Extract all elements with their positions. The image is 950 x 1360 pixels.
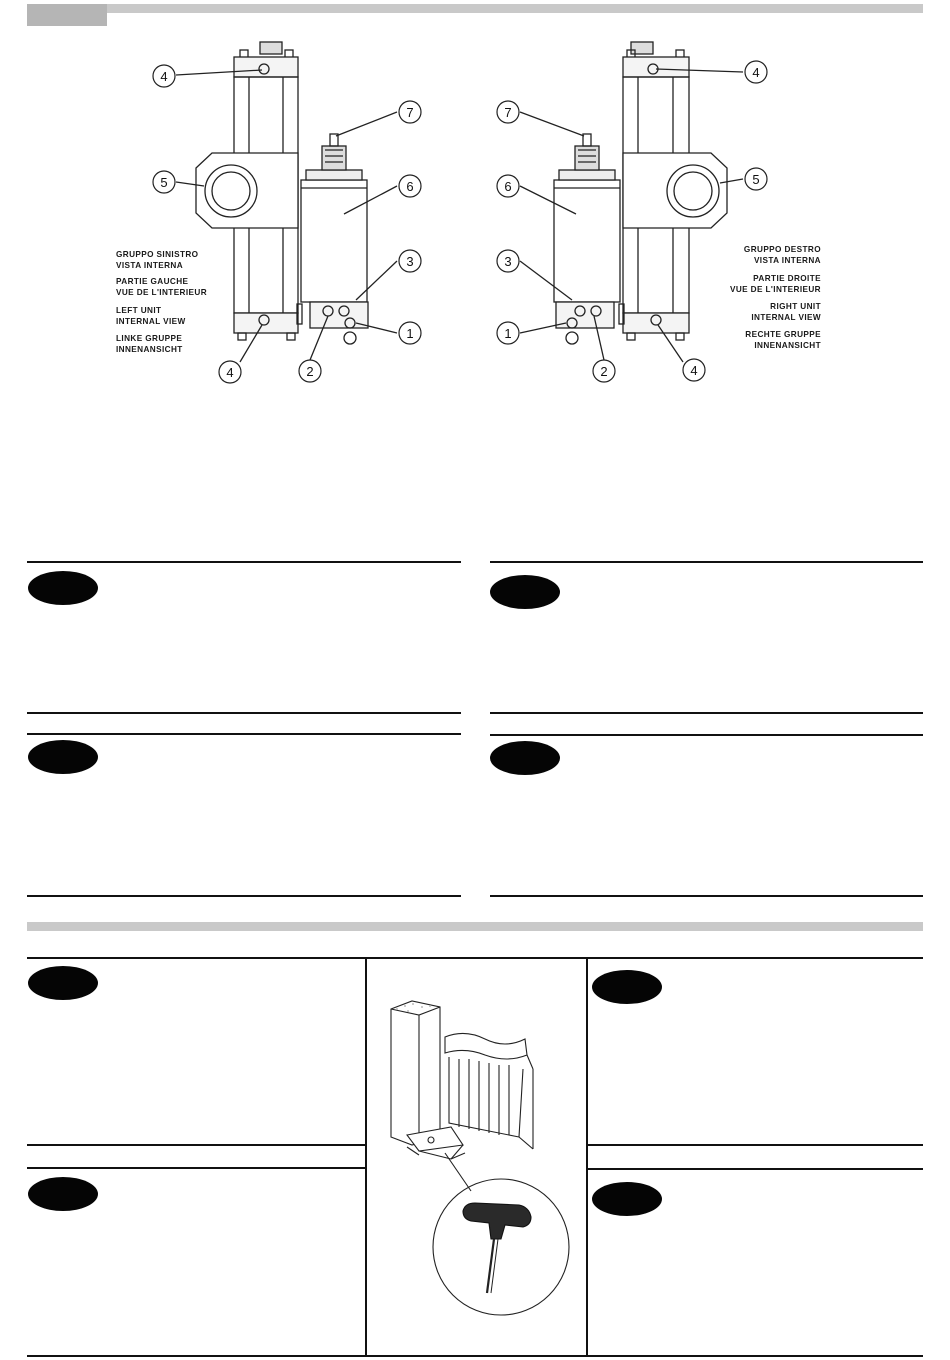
callout-3-right: 3 bbox=[504, 254, 512, 269]
label-fr-left-1: PARTIE GAUCHE bbox=[116, 277, 189, 286]
rule-center-right bbox=[586, 957, 588, 1357]
callout-4-left-top: 4 bbox=[160, 69, 168, 84]
rule-box3-bottom bbox=[27, 895, 461, 897]
callout-4-left-bottom: 4 bbox=[226, 365, 234, 380]
rule-bottom-end bbox=[27, 1355, 923, 1357]
callout-3-left: 3 bbox=[406, 254, 414, 269]
label-de-left-2: INNENANSICHT bbox=[116, 345, 183, 354]
label-fr-right-1: PARTIE DROITE bbox=[753, 274, 821, 283]
gate-tkey-illustration bbox=[367, 959, 585, 1355]
callout-2-right: 2 bbox=[600, 364, 608, 379]
callout-2-left: 2 bbox=[306, 364, 314, 379]
callout-7-right: 7 bbox=[504, 105, 512, 120]
rule-box3-top bbox=[27, 733, 461, 735]
label-fr-right-2: VUE DE L'INTERIEUR bbox=[729, 285, 821, 294]
language-badge-2 bbox=[490, 575, 560, 609]
rule-right-mid-2 bbox=[588, 1168, 923, 1170]
label-it-right-2: VISTA INTERNA bbox=[753, 256, 821, 265]
rule-box1-bottom bbox=[27, 712, 461, 714]
language-badge-4 bbox=[490, 741, 560, 775]
rule-left-mid-2 bbox=[27, 1167, 365, 1169]
rule-right-mid-1 bbox=[588, 1144, 923, 1146]
language-badge-3 bbox=[28, 740, 98, 774]
label-it-left-1: GRUPPO SINISTRO bbox=[116, 250, 199, 259]
left-unit-drawing bbox=[196, 42, 368, 344]
label-en-right-2: INTERNAL VIEW bbox=[751, 313, 821, 322]
label-de-right-1: RECHTE GRUPPE bbox=[745, 330, 821, 339]
language-badge-1 bbox=[28, 571, 98, 605]
callout-5-left: 5 bbox=[160, 175, 168, 190]
callout-1-left: 1 bbox=[406, 326, 414, 341]
label-de-right-2: INNENANSICHT bbox=[754, 341, 821, 350]
language-badge-8 bbox=[592, 1182, 662, 1216]
callout-5-right: 5 bbox=[752, 172, 760, 187]
rule-box4-bottom bbox=[490, 895, 923, 897]
callout-6-left: 6 bbox=[406, 179, 414, 194]
callout-7-left: 7 bbox=[406, 105, 414, 120]
rule-box2-top bbox=[490, 561, 923, 563]
language-badge-7 bbox=[28, 1177, 98, 1211]
label-en-left-1: LEFT UNIT bbox=[116, 306, 162, 315]
label-en-left-2: INTERNAL VIEW bbox=[116, 317, 186, 326]
rule-box1-top bbox=[27, 561, 461, 563]
language-badge-5 bbox=[28, 966, 98, 1000]
callout-4-right-bottom: 4 bbox=[690, 363, 698, 378]
label-it-left-2: VISTA INTERNA bbox=[116, 261, 184, 270]
label-fr-left-2: VUE DE L'INTERIEUR bbox=[116, 288, 208, 297]
section-band bbox=[27, 922, 923, 931]
label-de-left-1: LINKE GRUPPE bbox=[116, 334, 183, 343]
rule-box2-bottom bbox=[490, 712, 923, 714]
callout-1-right: 1 bbox=[504, 326, 512, 341]
callout-6-right: 6 bbox=[504, 179, 512, 194]
rule-left-mid-1 bbox=[27, 1144, 365, 1146]
callout-4-right-top: 4 bbox=[752, 65, 760, 80]
right-unit-drawing bbox=[554, 42, 727, 344]
label-en-right-1: RIGHT UNIT bbox=[770, 302, 821, 311]
language-badge-6 bbox=[592, 970, 662, 1004]
label-it-right-1: GRUPPO DESTRO bbox=[743, 245, 821, 254]
rule-box4-top bbox=[490, 734, 923, 736]
